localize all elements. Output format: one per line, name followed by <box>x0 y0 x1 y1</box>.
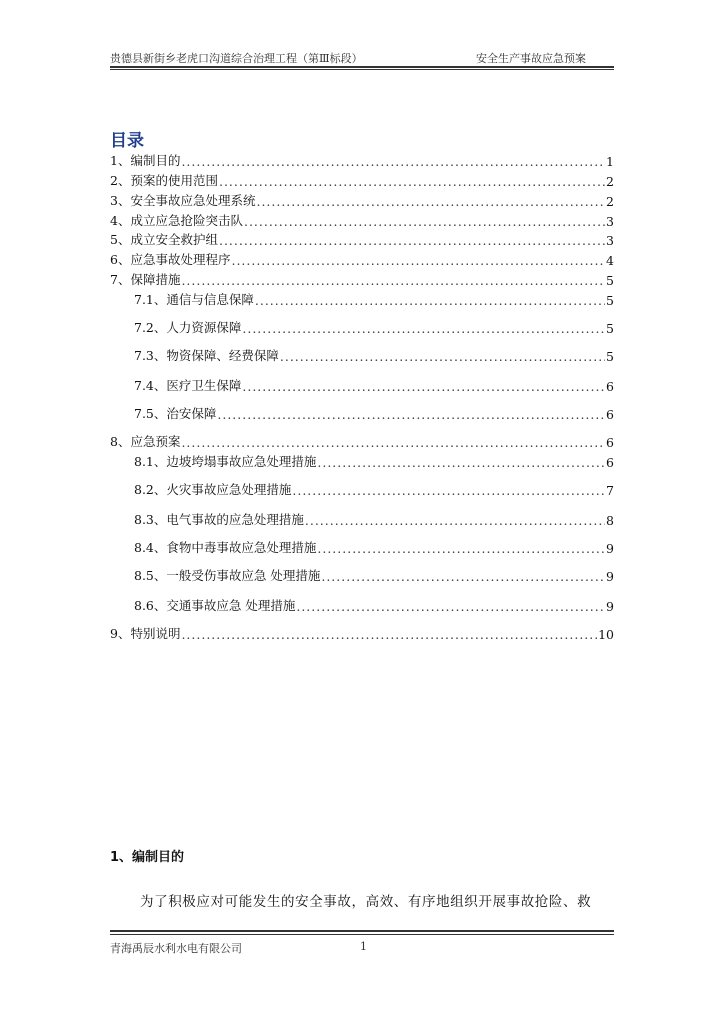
toc-entry[interactable] <box>134 290 614 308</box>
toc-entry-label: 7.3、物资保障、经费保障 <box>134 348 279 363</box>
toc-leader-dots <box>242 321 605 336</box>
toc-leader-dots <box>217 407 605 422</box>
toc-entry[interactable] <box>110 270 614 288</box>
toc-entry-label: 5、成立安全救护组 <box>110 232 218 247</box>
toc-entry-page: 9 <box>606 569 614 584</box>
toc-entry-page: 3 <box>606 214 614 229</box>
header-rule <box>110 66 614 68</box>
toc-entry-label: 8.2、火灾事故应急处理措施 <box>134 482 292 497</box>
toc-leader-dots <box>181 154 605 169</box>
toc-entry-page: 2 <box>606 174 614 189</box>
toc-leader-dots <box>321 569 605 584</box>
toc-entry[interactable] <box>134 404 614 422</box>
toc-entry[interactable] <box>110 250 614 268</box>
toc-entry-page: 4 <box>606 253 614 268</box>
toc-leader-dots <box>231 253 605 268</box>
toc-entry[interactable] <box>134 346 614 364</box>
toc-entry-page: 8 <box>606 513 614 528</box>
toc-entry-label: 8.4、食物中毒事故应急处理措施 <box>134 540 317 555</box>
toc-entry-label: 8、应急预案 <box>110 434 181 449</box>
toc-entry-page: 10 <box>598 627 614 642</box>
toc-entry-page: 2 <box>606 194 614 209</box>
footer-page-number: 1 <box>360 940 367 953</box>
toc-entry-label: 9、特别说明 <box>110 626 181 641</box>
toc-entry-label: 4、成立应急抢险突击队 <box>110 213 243 228</box>
page-header <box>110 50 614 66</box>
toc-title: 目录 <box>110 131 144 151</box>
toc-entry-label: 1、编制目的 <box>110 153 181 168</box>
toc-entry[interactable] <box>134 452 614 470</box>
footer-rule-thin <box>110 934 614 935</box>
toc-entry-label: 8.3、电气事故的应急处理措施 <box>134 512 304 527</box>
toc-entry-label: 7、保障措施 <box>110 272 181 287</box>
toc-leader-dots <box>181 627 597 642</box>
toc-entry-page: 1 <box>606 154 614 169</box>
toc-leader-dots <box>317 541 605 556</box>
section-heading: 1、编制目的 <box>110 850 185 865</box>
toc-leader-dots <box>296 599 605 614</box>
toc-entry-page: 5 <box>606 293 614 308</box>
toc-leader-dots <box>244 214 605 229</box>
toc-entry-page: 7 <box>606 483 614 498</box>
toc-entry[interactable] <box>134 538 614 556</box>
toc-entry-label: 8.1、边坡垮塌事故应急处理措施 <box>134 454 317 469</box>
toc-entry-label: 6、应急事故处理程序 <box>110 252 231 267</box>
toc-leader-dots <box>305 513 605 528</box>
toc-entry-label: 8.6、交通事故应急 处理措施 <box>134 598 296 613</box>
body-paragraph: 为了积极应对可能发生的安全事故，高效、有序地组织开展事故抢险、救 <box>140 894 592 910</box>
toc-leader-dots <box>317 455 605 470</box>
toc-entry[interactable] <box>110 211 614 229</box>
toc-leader-dots <box>219 174 605 189</box>
footer-company: 青海禹辰水利水电有限公司 <box>110 942 242 955</box>
header-project-title: 贵德县新街乡老虎口沟道综合治理工程（第Ⅲ标段） <box>110 52 363 65</box>
toc-entry[interactable] <box>134 596 614 614</box>
toc-leader-dots <box>181 435 605 450</box>
toc-entry-page: 9 <box>606 599 614 614</box>
toc-leader-dots <box>242 379 605 394</box>
toc-entry-page: 6 <box>606 379 614 394</box>
toc-entry-page: 6 <box>606 407 614 422</box>
toc-entry-label: 3、安全事故应急处理系统 <box>110 193 256 208</box>
toc-entry[interactable] <box>110 191 614 209</box>
toc-entry[interactable] <box>110 151 614 169</box>
footer-rule <box>110 930 614 932</box>
toc-entry-page: 3 <box>606 233 614 248</box>
header-rule-thin <box>110 69 614 70</box>
toc-leader-dots <box>255 293 605 308</box>
toc-entry[interactable] <box>134 510 614 528</box>
toc-entry-label: 7.2、人力资源保障 <box>134 320 242 335</box>
toc-entry-label: 7.1、通信与信息保障 <box>134 292 254 307</box>
toc-entry[interactable] <box>134 376 614 394</box>
toc-entry-label: 2、预案的使用范围 <box>110 173 218 188</box>
toc-leader-dots <box>292 483 605 498</box>
toc-entry[interactable] <box>110 230 614 248</box>
toc-entry[interactable] <box>110 171 614 189</box>
toc-entry-page: 5 <box>606 321 614 336</box>
toc-leader-dots <box>219 233 605 248</box>
toc-entry[interactable] <box>134 318 614 336</box>
toc-entry[interactable] <box>134 566 614 584</box>
toc-entry-label: 8.5、一般受伤事故应急 处理措施 <box>134 568 321 583</box>
toc-entry-page: 5 <box>606 273 614 288</box>
toc-leader-dots <box>280 349 605 364</box>
toc-entry-label: 7.5、治安保障 <box>134 406 217 421</box>
toc-leader-dots <box>256 194 605 209</box>
toc-entry-page: 5 <box>606 349 614 364</box>
toc-entry[interactable] <box>110 624 614 642</box>
toc-entry-page: 6 <box>606 435 614 450</box>
header-doc-title: 安全生产事故应急预案 <box>476 52 586 65</box>
toc-entry[interactable] <box>110 432 614 450</box>
toc-entry[interactable] <box>134 480 614 498</box>
toc-entry-page: 9 <box>606 541 614 556</box>
toc-entry-page: 6 <box>606 455 614 470</box>
toc-leader-dots <box>181 273 605 288</box>
toc-entry-label: 7.4、医疗卫生保障 <box>134 378 242 393</box>
